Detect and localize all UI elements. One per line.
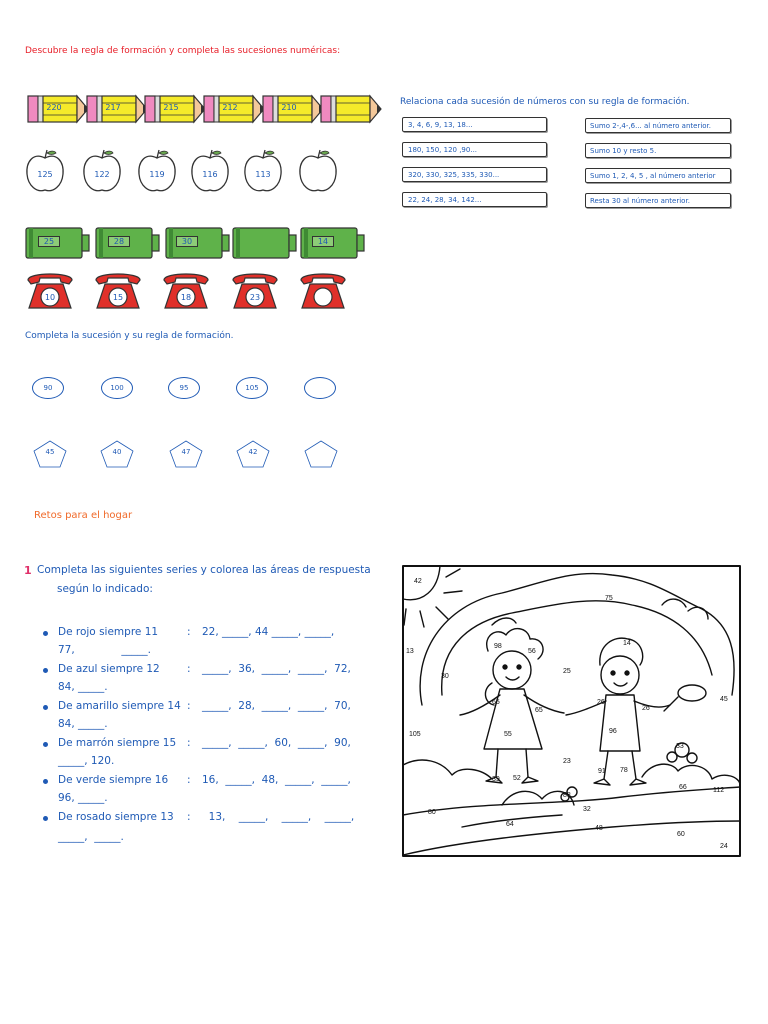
region-number: 45 xyxy=(720,696,728,703)
series-answer-cont: _____, _____. xyxy=(58,831,124,843)
sequence-oval: 100 xyxy=(101,377,133,399)
series-colon: : xyxy=(187,737,191,749)
phone xyxy=(93,268,143,312)
region-number: 13 xyxy=(406,648,414,655)
bullet xyxy=(43,631,48,636)
region-number: 48 xyxy=(595,825,603,832)
series-answer-cont: _____, 120. xyxy=(58,755,115,767)
region-number: 96 xyxy=(609,728,617,735)
region-number: 39 xyxy=(492,776,500,783)
phone xyxy=(230,268,280,312)
section3-title: Completa la sucesión y su regla de formación. xyxy=(25,331,234,341)
bullet xyxy=(43,816,48,821)
apple-value: 116 xyxy=(202,170,218,179)
series-label: De amarillo siempre 14 xyxy=(58,700,181,712)
battery xyxy=(232,226,298,260)
region-number: 56 xyxy=(528,648,536,655)
sequence-box: 22, 24, 28, 34, 142... xyxy=(402,192,547,207)
phone xyxy=(298,268,348,312)
phone-value: 23 xyxy=(249,293,261,302)
rule-box: Sumo 10 y resto 5. xyxy=(585,143,731,158)
sequence-box: 320, 330, 325, 335, 330... xyxy=(402,167,547,182)
series-answer: _____, _____, 60, _____, 90, xyxy=(202,737,351,749)
pencil-value: 210 xyxy=(281,103,297,112)
region-number: 14 xyxy=(623,640,631,647)
series-colon: : xyxy=(187,626,191,638)
rule-box: Sumo 1, 2, 4, 5 , al número anterior xyxy=(585,168,731,183)
sequence-oval: 95 xyxy=(168,377,200,399)
region-number: 91 xyxy=(598,768,606,775)
battery-value: 25 xyxy=(38,236,60,247)
series-answer: _____, 28, _____, _____, 70, xyxy=(202,700,351,712)
homework-title: Retos para el hogar xyxy=(34,510,133,521)
series-colon: : xyxy=(187,774,191,786)
apple xyxy=(298,148,338,194)
region-number: 75 xyxy=(605,595,613,602)
series-label: De verde siempre 16 xyxy=(58,774,169,786)
series-colon: : xyxy=(187,700,191,712)
region-number: 42 xyxy=(414,578,422,585)
section1-title: Descubre la regla de formación y completa las sucesiones numéricas: xyxy=(25,46,341,56)
region-number: 32 xyxy=(583,806,591,813)
phone-value: 15 xyxy=(112,293,124,302)
region-number: 105 xyxy=(409,731,421,738)
region-number: 65 xyxy=(535,707,543,714)
coloring-picture xyxy=(402,565,741,857)
region-number: 26 xyxy=(642,705,650,712)
apple-value: 122 xyxy=(94,170,110,179)
region-number: 80 xyxy=(428,809,436,816)
region-number: 24 xyxy=(720,843,728,850)
pencil-value: 220 xyxy=(46,103,62,112)
pentagon-value: 45 xyxy=(45,448,55,456)
series-colon: : xyxy=(187,663,191,675)
region-number: 98 xyxy=(494,643,502,650)
apple-value: 113 xyxy=(255,170,271,179)
region-number: 78 xyxy=(620,767,628,774)
region-number: 26 xyxy=(597,699,605,706)
pencil xyxy=(320,92,382,126)
series-label: De marrón siempre 15 xyxy=(58,737,177,749)
region-number: 25 xyxy=(563,668,571,675)
phone-value: 10 xyxy=(44,293,56,302)
pentagon-value: 40 xyxy=(112,448,122,456)
series-colon: : xyxy=(187,811,191,823)
pentagon-value: 47 xyxy=(181,448,191,456)
series-answer: 16, _____, 48, _____, _____, xyxy=(202,774,351,786)
region-number: 112 xyxy=(713,787,725,794)
bullet xyxy=(43,705,48,710)
rule-box: Resta 30 al número anterior. xyxy=(585,193,731,208)
series-label: De rosado siempre 13 xyxy=(58,811,174,823)
series-answer-cont: 84, _____. xyxy=(58,681,108,693)
section2-title: Relaciona cada sucesión de números con su regla de formación. xyxy=(400,97,690,107)
pencil-value: 217 xyxy=(105,103,121,112)
bullet xyxy=(43,779,48,784)
apple-value: 119 xyxy=(149,170,165,179)
series-label: De azul siempre 12 xyxy=(58,663,160,675)
pentagon-value: 42 xyxy=(248,448,258,456)
series-answer: 22, _____, 44 _____, _____, xyxy=(202,626,335,638)
region-number: 30 xyxy=(441,673,449,680)
sequence-box: 3, 4, 6, 9, 13, 18... xyxy=(402,117,547,132)
region-number: 33 xyxy=(676,743,684,750)
region-number: 55 xyxy=(504,731,512,738)
battery-value: 28 xyxy=(108,236,130,247)
phone xyxy=(25,268,75,312)
region-number: 23 xyxy=(563,758,571,765)
exercise-instruction: Completa las siguientes series y colorea las áreas de respuesta xyxy=(37,564,371,576)
bullet xyxy=(43,668,48,673)
region-number: 60 xyxy=(677,831,685,838)
pencil-value: 215 xyxy=(163,103,179,112)
sequence-oval: 105 xyxy=(236,377,268,399)
battery-value: 14 xyxy=(312,236,334,247)
region-number: 65 xyxy=(492,699,500,706)
phone-value: 18 xyxy=(180,293,192,302)
sequence-oval xyxy=(304,377,336,399)
series-label: De rojo siempre 11 xyxy=(58,626,159,638)
sequence-box: 180, 150, 120 ,90... xyxy=(402,142,547,157)
apple-value: 125 xyxy=(37,170,53,179)
pentagon xyxy=(304,440,338,468)
phone xyxy=(161,268,211,312)
pencil-value: 212 xyxy=(222,103,238,112)
rule-box: Sumo 2-,4-,6... al número anterior. xyxy=(585,118,731,133)
series-answer-cont: 96, _____. xyxy=(58,792,108,804)
series-answer: 13, _____, _____, _____, xyxy=(202,811,355,823)
bullet xyxy=(43,742,48,747)
region-number: 66 xyxy=(679,784,687,791)
region-number: 64 xyxy=(506,821,514,828)
battery xyxy=(165,226,231,260)
region-number: 88 xyxy=(563,792,571,799)
series-answer-cont: 77, _____. xyxy=(58,644,152,656)
series-answer: _____, 36, _____, _____, 72, xyxy=(202,663,351,675)
series-answer-cont: 84, _____. xyxy=(58,718,108,730)
sequence-oval: 90 xyxy=(32,377,64,399)
battery-value: 30 xyxy=(176,236,198,247)
exercise-number: 1 xyxy=(24,564,32,577)
exercise-instruction-cont: según lo indicado: xyxy=(57,583,153,595)
region-number: 52 xyxy=(513,775,521,782)
